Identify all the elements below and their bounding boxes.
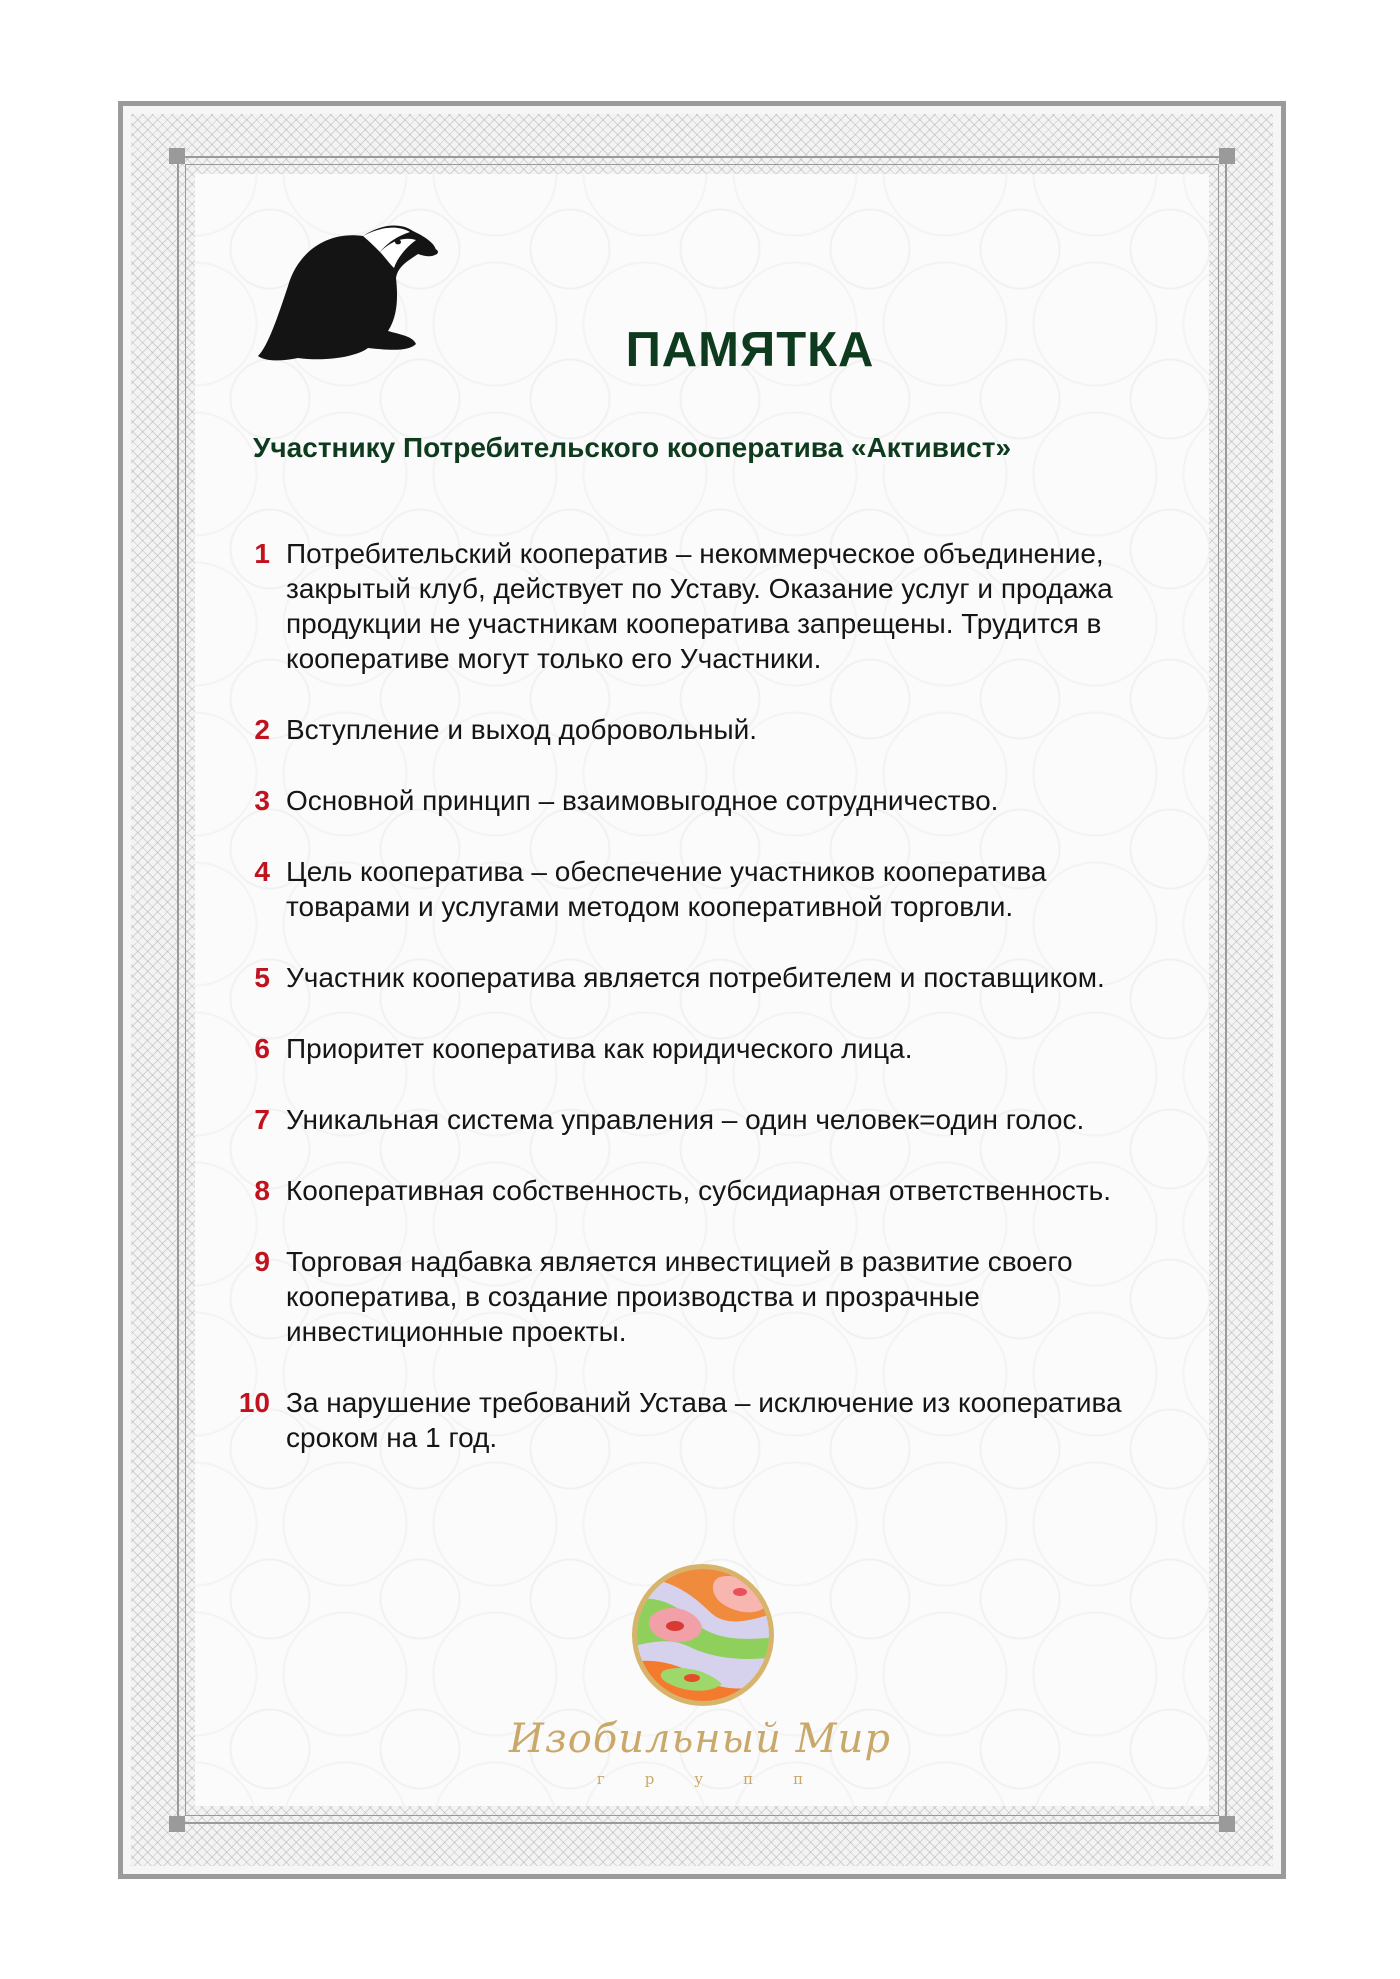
brand-name: Изобильный Мир — [509, 1716, 891, 1762]
corner-ornament — [169, 148, 185, 164]
item-text: Вступление и выход добровольный. — [286, 714, 758, 745]
item-number: 5 — [254, 962, 270, 993]
item-text: Цель кооператива – обеспечение участников кооператива товарами и услугами методом кооперативной торговли. — [286, 856, 1047, 922]
list-item — [230, 536, 1170, 676]
corner-ornament — [169, 1816, 185, 1832]
list-item — [230, 1102, 1170, 1137]
brand-subtitle: групп — [596, 1770, 844, 1788]
item-number: 3 — [254, 785, 270, 816]
item-number: 7 — [254, 1104, 270, 1135]
corner-ornament — [1219, 148, 1235, 164]
item-number: 6 — [254, 1033, 270, 1064]
list-item — [230, 783, 1170, 818]
item-number: 10 — [238, 1387, 270, 1418]
list-item — [230, 1031, 1170, 1066]
item-number: 8 — [254, 1175, 270, 1206]
abundant-world-logo-icon — [630, 1562, 776, 1708]
page-title: ПАМЯТКА — [625, 323, 875, 377]
list-item — [230, 1385, 1170, 1455]
item-text: Кооперативная собственность, субсидиарная ответственность. — [286, 1175, 1111, 1206]
item-text: Торговая надбавка является инвестицией в развитие своего кооператива, в создание производства и прозрачные инвестиционные проекты. — [286, 1246, 1073, 1347]
list-item — [230, 1244, 1170, 1349]
item-number: 2 — [254, 714, 270, 745]
item-number: 1 — [254, 538, 270, 569]
page-subtitle: Участнику Потребительского кооператива «Активист» — [253, 432, 1012, 463]
item-text: Основной принцип – взаимовыгодное сотрудничество. — [286, 785, 999, 816]
item-text: Участник кооператива является потребителем и поставщиком. — [286, 962, 1105, 993]
list-item — [230, 960, 1170, 995]
list-item — [230, 1173, 1170, 1208]
item-text: За нарушение требований Устава – исключение из кооператива сроком на 1 год. — [286, 1387, 1122, 1453]
list-item — [230, 712, 1170, 747]
item-text: Уникальная система управления – один человек=один голос. — [286, 1104, 1085, 1135]
item-text: Приоритет кооператива как юридического лица. — [286, 1033, 913, 1064]
item-text: Потребительский кооператив – некоммерческое объединение, закрытый клуб, действует по Уставу. Оказание услуг и продажа продукции не участникам кооператива запрещены. Трудится в кооперативе могут только его Участники. — [286, 538, 1113, 674]
item-number: 9 — [254, 1246, 270, 1277]
corner-ornament — [1219, 1816, 1235, 1832]
item-number: 4 — [254, 856, 270, 887]
list-item — [230, 854, 1170, 924]
